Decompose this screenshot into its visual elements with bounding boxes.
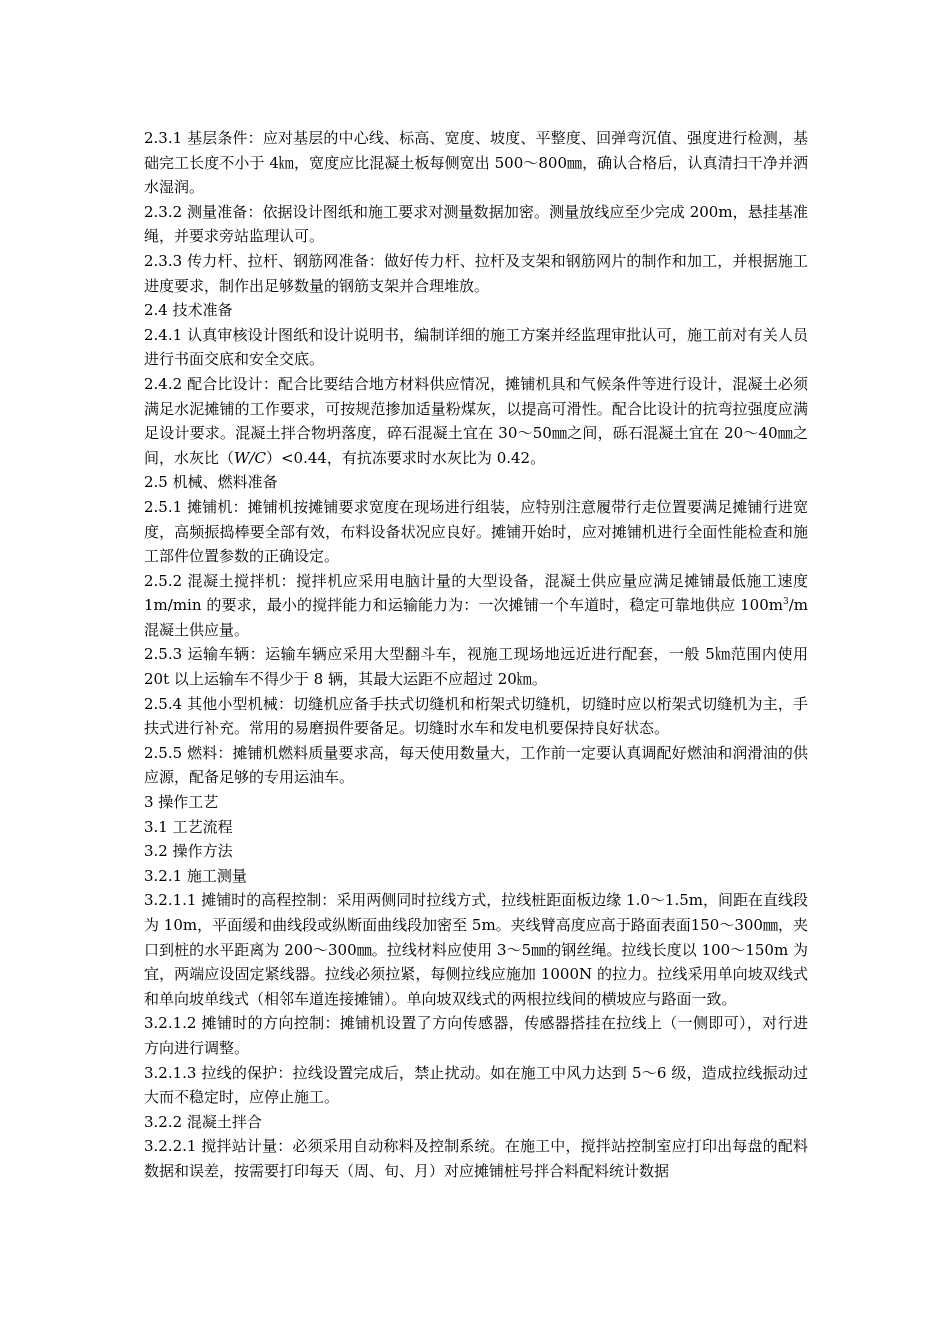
heading-3-2 (144, 839, 808, 864)
heading-text: 3.1 工艺流程 (144, 817, 233, 836)
heading-text: 2.4 技术准备 (144, 301, 233, 320)
paragraph-3-2-1-1 (144, 888, 808, 1011)
heading-3-2-1 (144, 864, 808, 889)
paragraph-2-4-2 (144, 372, 808, 470)
document-body (144, 126, 808, 1184)
paragraph-text: ）<0.44，有抗冻要求时水灰比为 0.42。 (265, 448, 546, 467)
paragraph-text: 3.2.1.1 摊铺时的高程控制：采用两侧同时拉线方式，拉线桩距面板边缘 1.0～1.5m，间距在直线段为 10m，平面缓和曲线段或纵断面曲线段加密至 5m。夹线臂高度应高于路面表面150～300㎜，夹口到桩的水平距离为 200～300㎜。拉线材料应使用 3～5㎜的钢丝绳。拉线长度以 100～150m 为宜，两端应设固定紧线器。拉线必须拉紧，每侧拉线应施加 1000N 的拉力。拉线采用单向坡双线式和单向坡单线式（相邻车道连接摊铺）。单向坡双线式的两根拉线间的横坡应与路面一致。 (144, 891, 808, 1008)
paragraph-3-2-1-2 (144, 1011, 808, 1060)
paragraph-text: 2.4.1 认真审核设计图纸和设计说明书，编制详细的施工方案并经监理审批认可，施工前对有关人员进行书面交底和安全交底。 (144, 325, 808, 369)
paragraph-2-5-4 (144, 692, 808, 741)
paragraph-3-2-2-1 (144, 1134, 808, 1183)
paragraph-3-2-1-3 (144, 1061, 808, 1110)
paragraph-text: 2.4.2 配合比设计：配合比要结合地方材料供应情况，摊铺机具和气候条件等进行设计，混凝土必须满足水泥摊铺的工作要求，可按规范掺加适量粉煤灰，以提高可滑性。配合比设计的抗弯拉强度应满足设计要求。混凝土拌合物坍落度，碎石混凝土宜在 30～50㎜之间，砾石混凝土宜在 20～40㎜之间，水灰比（ (144, 374, 808, 467)
paragraph-text: /m 混凝土供应量。 (144, 596, 808, 639)
paragraph-2-4-1 (144, 323, 808, 372)
paragraph-2-3-1 (144, 126, 808, 200)
heading-3-1 (144, 815, 808, 840)
heading-3-2-2 (144, 1110, 808, 1135)
paragraph-text: 3.2.1.3 拉线的保护：拉线设置完成后，禁止扰动。如在施工中风力达到 5～6 级，造成拉线振动过大而不稳定时，应停止施工。 (144, 1063, 808, 1107)
paragraph-text: 2.5.4 其他小型机械：切缝机应备手扶式切缝机和桁架式切缝机，切缝时应以桁架式切缝机为主，手扶式进行补充。常用的易磨损件要备足。切缝时水车和发电机要保持良好状态。 (144, 694, 808, 738)
paragraph-2-5-5 (144, 741, 808, 790)
heading-text: 3.2 操作方法 (144, 842, 233, 861)
heading-3 (144, 790, 808, 815)
heading-text: 3.2.2 混凝土拌合 (144, 1112, 262, 1131)
paragraph-2-5-2 (144, 569, 808, 643)
paragraph-text: 2.3.3 传力杆、拉杆、钢筋网准备：做好传力杆、拉杆及支架和钢筋网片的制作和加工，并根据施工进度要求，制作出足够数量的钢筋支架并合理堆放。 (144, 251, 808, 295)
paragraph-2-3-3 (144, 249, 808, 298)
paragraph-text: 3.2.2.1 搅拌站计量：必须采用自动称料及控制系统。在施工中，搅拌站控制室应打印出每盘的配料数据和误差，按需要打印每天（周、旬、月）对应摊铺桩号拌合料配料统计数据 (144, 1137, 808, 1180)
paragraph-text: 2.5.3 运输车辆：运输车辆应采用大型翻斗车，视施工现场地远近进行配套，一般 5㎞范围内使用 20t 以上运输车不得少于 8 辆，其最大运距不应超过 20㎞。 (144, 645, 808, 689)
paragraph-2-5-3 (144, 642, 808, 691)
heading-text: 2.5 机械、燃料准备 (144, 473, 278, 492)
paragraph-2-3-2 (144, 200, 808, 249)
paragraph-text: 3.2.1.2 摊铺时的方向控制：摊铺机设置了方向传感器，传感器搭挂在拉线上（一侧即可），对行进方向进行调整。 (144, 1014, 808, 1057)
heading-2-4 (144, 298, 808, 323)
paragraph-text: 2.3.2 测量准备：依据设计图纸和施工要求对测量数据加密。测量放线应至少完成 200m，悬挂基准绳，并要求旁站监理认可。 (144, 202, 808, 246)
paragraph-text: 2.5.5 燃料：摊铺机燃料质量要求高，每天使用数量大，工作前一定要认真调配好燃油和润滑油的供应源，配备足够的专用运油车。 (144, 743, 808, 787)
heading-2-5 (144, 470, 808, 495)
water-cement-ratio-symbol: W/C (234, 448, 266, 467)
paragraph-2-5-1 (144, 495, 808, 569)
paragraph-text: 2.5.2 混凝土搅拌机：搅拌机应采用电脑计量的大型设备，混凝土供应量应满足摊铺最低施工速度 1m/min 的要求，最小的搅拌能力和运输能力为：一次摊铺一个车道时，稳定可靠地供应 100m (144, 571, 808, 615)
paragraph-text: 2.3.1 基层条件：应对基层的中心线、标高、宽度、坡度、平整度、回弹弯沉值、强度进行检测，基础完工长度不小于 4㎞，宽度应比混凝土板每侧宽出 500～800㎜，确认合格后，认真清扫干净并洒水湿润。 (144, 129, 808, 197)
superscript-3: 3 (782, 597, 789, 608)
heading-text: 3 操作工艺 (144, 793, 219, 812)
paragraph-text: 2.5.1 摊铺机：摊铺机按摊铺要求宽度在现场进行组装，应特别注意履带行走位置要满足摊铺行进宽度，高频振捣棒要全部有效，布料设备状况应良好。摊铺开始时，应对摊铺机进行全面性能检查和施工部件位置参数的正确设定。 (144, 497, 808, 566)
heading-text: 3.2.1 施工测量 (144, 866, 247, 885)
